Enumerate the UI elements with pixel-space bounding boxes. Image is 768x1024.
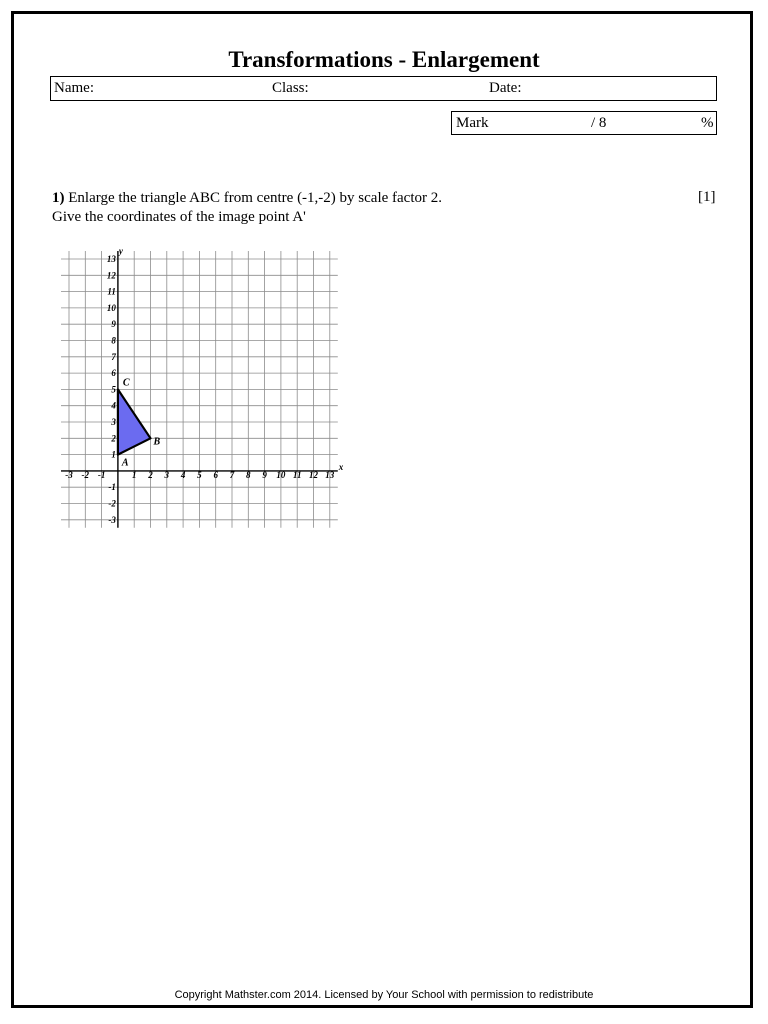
x-tick-label: 6 [213,469,218,480]
x-tick-label: 13 [325,469,335,480]
question-marks: [1] [698,189,716,205]
y-tick-label: 3 [111,417,116,427]
y-tick-label: 10 [106,302,116,313]
vertex-label-b: B [153,436,161,448]
y-axis-label: y [118,246,123,256]
x-tick-label: 7 [229,469,235,480]
question-line-1: Enlarge the triangle ABC from centre (-1,-2) by scale factor 2. [68,190,442,206]
mark-percent: % [701,115,714,131]
y-tick-label: 4 [111,400,116,411]
x-tick-label: 8 [246,469,251,480]
y-tick-label: 13 [106,254,116,264]
question-1 [52,189,442,227]
x-tick-label: 9 [262,469,267,480]
y-tick-label: -3 [108,514,116,525]
x-tick-label: 10 [276,469,286,480]
y-tick-label: 8 [111,335,116,346]
coordinate-grid [60,246,350,525]
copyright-footer: Copyright Mathster.com 2014. Licensed by Your School with permission to redistribute [174,989,594,1001]
y-tick-label: 7 [111,351,116,362]
x-tick-label: 1 [131,469,137,480]
x-tick-label: -2 [81,469,90,480]
student-info-box [50,76,717,101]
worksheet-title: Transformations - Enlargement [228,47,540,72]
date-label: Date: [489,80,522,96]
y-tick-label: 1 [111,449,116,460]
vertex-label-c: C [122,377,130,389]
mark-box [451,111,717,135]
class-label: Class: [272,80,309,96]
x-axis-label: x [338,461,344,472]
x-tick-label: 2 [148,469,153,480]
mark-label: Mark [456,115,489,131]
y-tick-label: 2 [111,433,116,444]
y-tick-label: 11 [107,286,116,297]
x-tick-label: -1 [97,469,106,480]
x-tick-label: 12 [309,469,318,480]
y-tick-label: 12 [106,270,116,281]
question-number: 1) [52,190,65,206]
x-tick-label: 5 [197,469,202,480]
name-label: Name: [54,80,94,96]
x-tick-label: -3 [65,469,73,480]
y-tick-label: 6 [111,368,116,379]
y-tick-label: -1 [108,482,116,493]
y-tick-label: 9 [111,319,116,330]
y-tick-label: 5 [111,384,116,395]
x-tick-label: 3 [164,469,170,480]
question-line-2: Give the coordinates of the image point A' [52,209,306,225]
x-tick-label: 11 [292,469,302,480]
x-tick-label: 4 [180,469,186,480]
vertex-label-a: A [121,457,129,469]
mark-total: / 8 [591,115,607,131]
y-tick-label: -2 [108,498,116,509]
